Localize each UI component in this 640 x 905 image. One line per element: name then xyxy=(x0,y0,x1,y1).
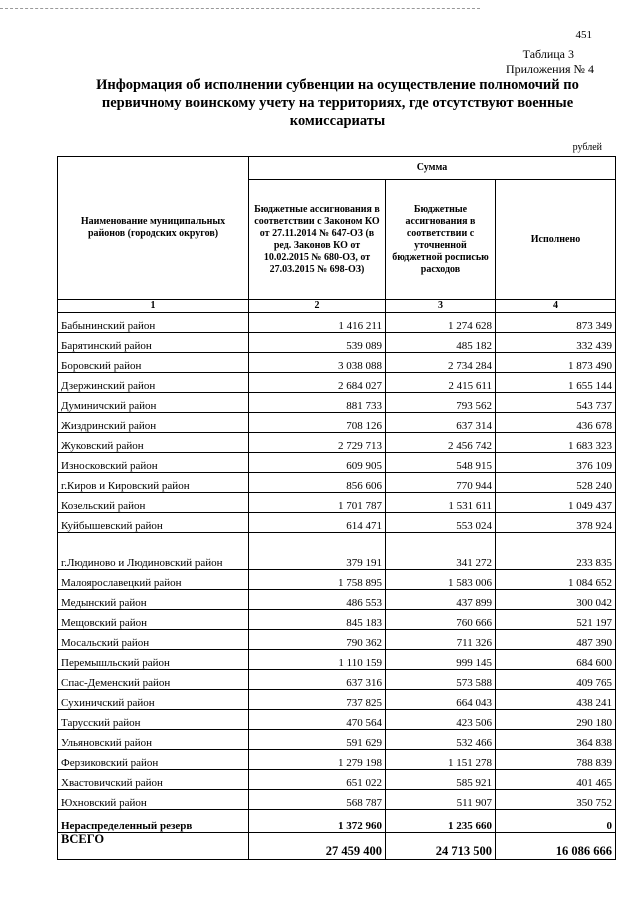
table-row xyxy=(58,590,616,610)
value-executed: 233 835 xyxy=(496,533,616,570)
district-name: Бабынинский район xyxy=(58,313,249,333)
district-name: Мосальский район xyxy=(58,630,249,650)
subvention-table xyxy=(57,156,616,860)
value-executed: 1 873 490 xyxy=(496,353,616,373)
table-row xyxy=(58,630,616,650)
district-name: г.Киров и Кировский район xyxy=(58,473,249,493)
column-number: 1 xyxy=(58,300,249,313)
header-budget-allocations-refined: Бюджетные ассигнования в соответствии с уточненной бюджетной росписью расходов xyxy=(386,180,496,300)
district-name: Думиничский район xyxy=(58,393,249,413)
document-title: Информация об исполнении субвенции на осуществление полномочий по первичному воинскому учету на территориях, где отсутствуют военные комиссариаты xyxy=(96,77,579,129)
value-law: 486 553 xyxy=(249,590,386,610)
table-row xyxy=(58,570,616,590)
value-executed: 1 049 437 xyxy=(496,493,616,513)
table-row xyxy=(58,533,616,570)
district-name: Тарусский район xyxy=(58,710,249,730)
value-law: 470 564 xyxy=(249,710,386,730)
value-executed: 438 241 xyxy=(496,690,616,710)
value-law: 1 110 159 xyxy=(249,650,386,670)
column-number: 4 xyxy=(496,300,616,313)
table-row xyxy=(58,373,616,393)
value-law: 379 191 xyxy=(249,533,386,570)
reserve-value-executed: 0 xyxy=(496,810,616,833)
value-executed: 350 752 xyxy=(496,790,616,810)
table-row xyxy=(58,333,616,353)
value-executed: 364 838 xyxy=(496,730,616,750)
value-law: 3 038 088 xyxy=(249,353,386,373)
value-refined: 664 043 xyxy=(386,690,496,710)
district-name: Износковский район xyxy=(58,453,249,473)
district-name: Дзержинский район xyxy=(58,373,249,393)
district-name: Жиздринский район xyxy=(58,413,249,433)
table-row xyxy=(58,313,616,333)
column-number: 2 xyxy=(249,300,386,313)
district-name: Медынский район xyxy=(58,590,249,610)
value-executed: 290 180 xyxy=(496,710,616,730)
value-executed: 376 109 xyxy=(496,453,616,473)
value-law: 609 905 xyxy=(249,453,386,473)
header-district-name: Наименование муниципальных районов (городских округов) xyxy=(58,157,249,300)
value-refined: 770 944 xyxy=(386,473,496,493)
value-law: 2 684 027 xyxy=(249,373,386,393)
value-refined: 1 531 611 xyxy=(386,493,496,513)
value-executed: 788 839 xyxy=(496,750,616,770)
value-refined: 1 151 278 xyxy=(386,750,496,770)
value-executed: 1 683 323 xyxy=(496,433,616,453)
table-row xyxy=(58,433,616,453)
value-executed: 409 765 xyxy=(496,670,616,690)
units-label: рублей xyxy=(572,142,602,153)
table-row xyxy=(58,473,616,493)
table-row xyxy=(58,493,616,513)
district-name: Барятинский район xyxy=(58,333,249,353)
value-refined: 2 734 284 xyxy=(386,353,496,373)
district-name: Ферзиковский район xyxy=(58,750,249,770)
value-executed: 1 084 652 xyxy=(496,570,616,590)
value-refined: 2 415 611 xyxy=(386,373,496,393)
value-law: 614 471 xyxy=(249,513,386,533)
value-executed: 873 349 xyxy=(496,313,616,333)
table-row xyxy=(58,650,616,670)
value-refined: 637 314 xyxy=(386,413,496,433)
value-law: 1 279 198 xyxy=(249,750,386,770)
table-label: Таблица 3 xyxy=(522,47,574,61)
value-law: 856 606 xyxy=(249,473,386,493)
table-row xyxy=(58,770,616,790)
total-label: ВСЕГО xyxy=(58,833,249,860)
table-row xyxy=(58,730,616,750)
district-name: Ульяновский район xyxy=(58,730,249,750)
column-number: 3 xyxy=(386,300,496,313)
page-number: 451 xyxy=(575,29,592,41)
value-law: 737 825 xyxy=(249,690,386,710)
value-refined: 793 562 xyxy=(386,393,496,413)
district-name: Куйбышевский район xyxy=(58,513,249,533)
district-name: Спас-Деменский район xyxy=(58,670,249,690)
value-executed: 521 197 xyxy=(496,610,616,630)
reserve-label: Нераспределенный резерв xyxy=(58,810,249,833)
district-name: Козельский район xyxy=(58,493,249,513)
total-row xyxy=(58,833,616,860)
header-budget-allocations-law: Бюджетные ассигнования в соответствии с Законом КО от 27.11.2014 № 647-ОЗ (в ред. Законов КО от 10.02.2015 № 680-ОЗ, от 27.03.2015 № 698-ОЗ) xyxy=(249,180,386,300)
value-law: 881 733 xyxy=(249,393,386,413)
value-law: 1 701 787 xyxy=(249,493,386,513)
district-name: Боровский район xyxy=(58,353,249,373)
district-name: Юхновский район xyxy=(58,790,249,810)
value-executed: 436 678 xyxy=(496,413,616,433)
value-executed: 684 600 xyxy=(496,650,616,670)
district-name: Жуковский район xyxy=(58,433,249,453)
value-law: 539 089 xyxy=(249,333,386,353)
value-executed: 1 655 144 xyxy=(496,373,616,393)
table-row xyxy=(58,353,616,373)
value-refined: 485 182 xyxy=(386,333,496,353)
total-value-refined: 24 713 500 xyxy=(386,833,496,860)
appendix-label: Приложения № 4 xyxy=(505,62,594,76)
reserve-value-law: 1 372 960 xyxy=(249,810,386,833)
value-law: 568 787 xyxy=(249,790,386,810)
value-executed: 401 465 xyxy=(496,770,616,790)
district-name: Перемышльский район xyxy=(58,650,249,670)
value-refined: 511 907 xyxy=(386,790,496,810)
value-refined: 999 145 xyxy=(386,650,496,670)
value-refined: 532 466 xyxy=(386,730,496,750)
district-name: Сухиничский район xyxy=(58,690,249,710)
value-law: 591 629 xyxy=(249,730,386,750)
table-row xyxy=(58,513,616,533)
table-row xyxy=(58,610,616,630)
value-refined: 423 506 xyxy=(386,710,496,730)
value-law: 651 022 xyxy=(249,770,386,790)
value-refined: 1 583 006 xyxy=(386,570,496,590)
table-row xyxy=(58,750,616,770)
value-executed: 528 240 xyxy=(496,473,616,493)
value-refined: 553 024 xyxy=(386,513,496,533)
scan-artifact-line xyxy=(0,8,480,9)
value-law: 1 758 895 xyxy=(249,570,386,590)
value-refined: 585 921 xyxy=(386,770,496,790)
district-name: Мещовский район xyxy=(58,610,249,630)
reserve-row xyxy=(58,810,616,833)
value-refined: 573 588 xyxy=(386,670,496,690)
table-row xyxy=(58,413,616,433)
value-refined: 341 272 xyxy=(386,533,496,570)
value-law: 637 316 xyxy=(249,670,386,690)
value-refined: 711 326 xyxy=(386,630,496,650)
district-name: Малоярославецкий район xyxy=(58,570,249,590)
value-refined: 760 666 xyxy=(386,610,496,630)
table-row xyxy=(58,690,616,710)
value-law: 790 362 xyxy=(249,630,386,650)
table-row xyxy=(58,710,616,730)
table-row xyxy=(58,790,616,810)
value-law: 708 126 xyxy=(249,413,386,433)
value-executed: 543 737 xyxy=(496,393,616,413)
value-refined: 437 899 xyxy=(386,590,496,610)
value-executed: 300 042 xyxy=(496,590,616,610)
value-executed: 378 924 xyxy=(496,513,616,533)
value-refined: 1 274 628 xyxy=(386,313,496,333)
total-value-law: 27 459 400 xyxy=(249,833,386,860)
total-value-executed: 16 086 666 xyxy=(496,833,616,860)
district-name: Хвастовичский район xyxy=(58,770,249,790)
table-row xyxy=(58,393,616,413)
value-refined: 548 915 xyxy=(386,453,496,473)
header-executed: Исполнено xyxy=(496,180,616,300)
value-executed: 332 439 xyxy=(496,333,616,353)
value-law: 1 416 211 xyxy=(249,313,386,333)
header-sum: Сумма xyxy=(249,157,616,180)
value-executed: 487 390 xyxy=(496,630,616,650)
value-law: 2 729 713 xyxy=(249,433,386,453)
district-name: г.Людиново и Людиновский район xyxy=(58,533,249,570)
value-law: 845 183 xyxy=(249,610,386,630)
table-row xyxy=(58,670,616,690)
table-row xyxy=(58,453,616,473)
reserve-value-refined: 1 235 660 xyxy=(386,810,496,833)
value-refined: 2 456 742 xyxy=(386,433,496,453)
